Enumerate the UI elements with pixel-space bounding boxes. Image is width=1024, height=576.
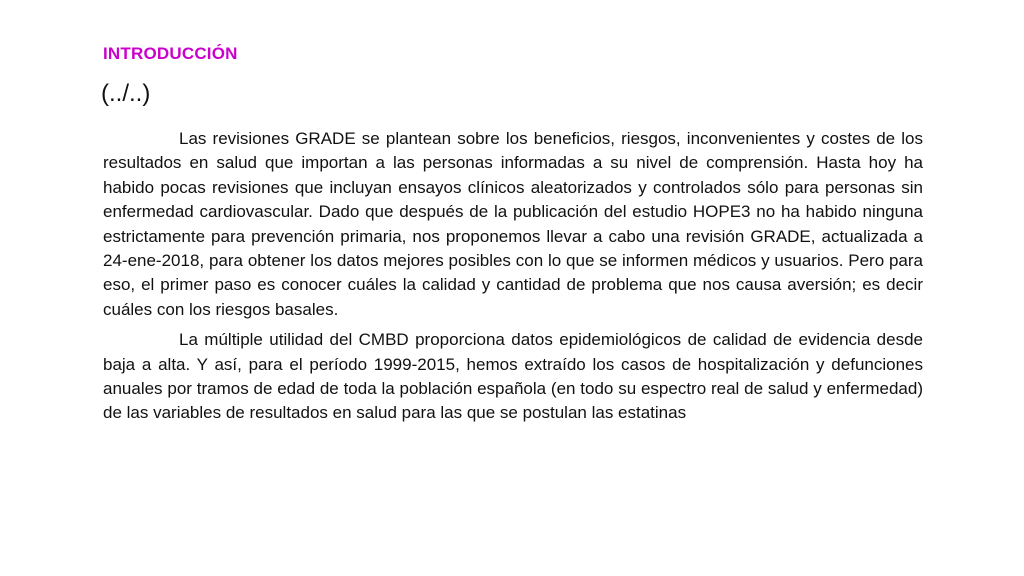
paragraph: Las revisiones GRADE se plantean sobre los beneficios, riesgos, inconvenientes y costes de los resultados en salud que importan a las personas informadas a su nivel de comprensión. Hasta hoy ha habido pocas revisiones que incluyan ensayos clínicos aleatorizados y controlados sólo para personas sin enfermedad cardiovascular. Dado que después de la publicación del estudio HOPE3 no ha habido ninguna estrictamente para prevención primaria, nos proponemos llevar a cabo una revisión GRADE, actualizada a 24-ene-2018, para obtener los datos mejores posibles con lo que se informen médicos y usuarios. Pero para eso, el primer paso es conocer cuáles la calidad y cantidad de problema que nos causa aversión; es decir cuáles con los riesgos basales. <box>103 129 923 319</box>
body-text <box>103 127 923 426</box>
section-heading: INTRODUCCIÓN <box>103 44 238 63</box>
paragraph: La múltiple utilidad del CMBD proporciona datos epidemiológicos de calidad de evidencia desde baja a alta. Y así, para el período 1999-2015, hemos extraído los casos de hospitalización y defunciones anuales por tramos de edad de toda la población española (en todo su espectro real de salud y enfermedad) de las variables de resultados en salud para las que se postulan las estatinas <box>103 330 923 423</box>
continuation-marker: (../..) <box>101 80 151 107</box>
